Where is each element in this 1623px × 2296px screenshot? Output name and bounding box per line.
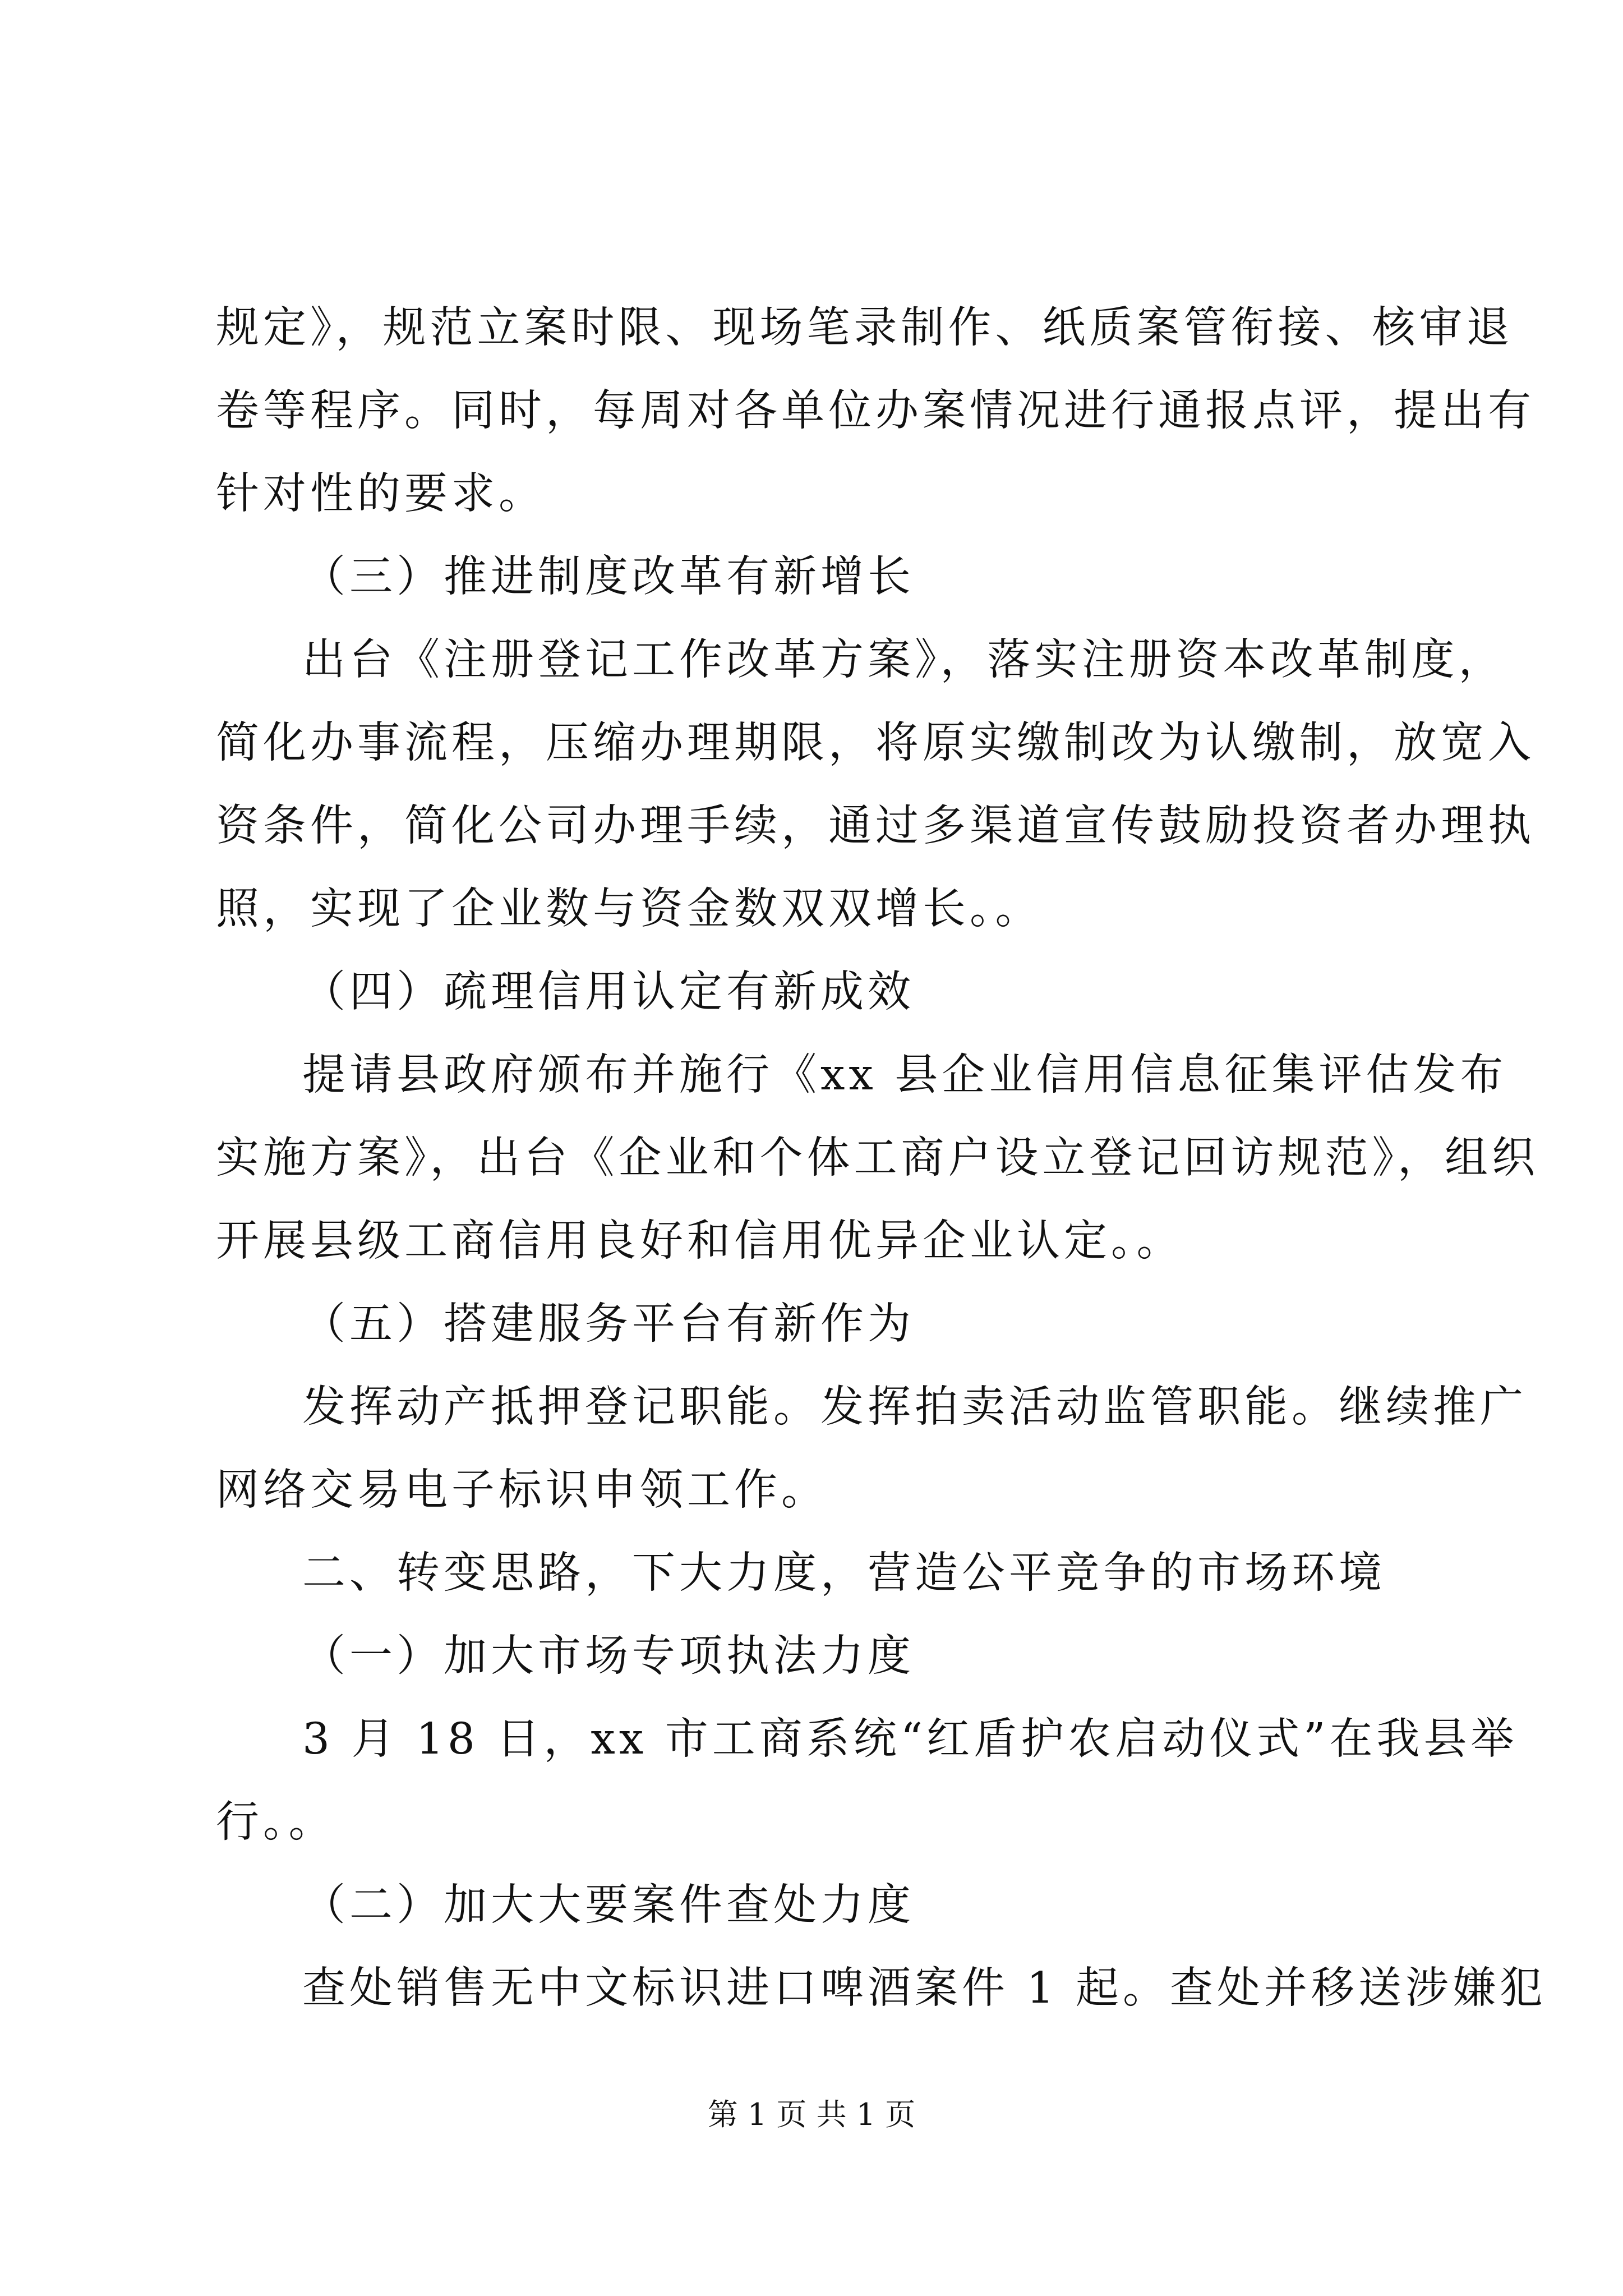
paragraph-line: 发挥动产抵押登记职能。发挥拍卖活动监管职能。继续推广 bbox=[302, 1382, 1527, 1432]
section-heading: （三）推进制度改革有新增长 bbox=[302, 552, 915, 602]
paragraph-line: 提请县政府颁布并施行《xx 县企业信用信息征集评估发布 bbox=[302, 1050, 1507, 1100]
section-heading: （五）搭建服务平台有新作为 bbox=[302, 1299, 915, 1349]
paragraph-line: 规定》，规范立案时限、现场笔录制作、纸质案管衔接、核审退 bbox=[216, 303, 1514, 353]
paragraph-line: 资条件，简化公司办理手续，通过多渠道宣传鼓励投资者办理执 bbox=[216, 801, 1535, 851]
paragraph-line: 出台《注册登记工作改革方案》，落实注册资本改革制度， bbox=[302, 635, 1506, 685]
section-heading: 二、转变思路，下大力度，营造公平竞争的市场环境 bbox=[302, 1548, 1386, 1598]
section-heading: （四）疏理信用认定有新成效 bbox=[302, 967, 915, 1017]
page-footer: 第 1 页 共 1 页 bbox=[707, 2097, 916, 2132]
paragraph-line: 实施方案》，出台《企业和个体工商户设立登记回访规范》，组织 bbox=[216, 1133, 1539, 1183]
paragraph-line: 简化办事流程，压缩办理期限，将原实缴制改为认缴制，放宽入 bbox=[216, 718, 1535, 768]
paragraph-line: 网络交易电子标识申领工作。 bbox=[216, 1465, 828, 1515]
paragraph-line: 行。。 bbox=[216, 1797, 336, 1847]
paragraph-line: 查处销售无中文标识进口啤酒案件 1 起。查处并移送涉嫌犯 bbox=[302, 1963, 1547, 2013]
paragraph-line: 卷等程序。同时，每周对各单位办案情况进行通报点评，提出有 bbox=[216, 386, 1535, 436]
section-heading: （二）加大大要案件查处力度 bbox=[302, 1880, 915, 1930]
paragraph-line: 照，实现了企业数与资金数双双增长。。 bbox=[216, 884, 1043, 934]
paragraph-line: 3 月 18 日，xx 市工商系统“红盾护农启动仪式”在我县举 bbox=[302, 1714, 1518, 1764]
section-heading: （一）加大市场专项执法力度 bbox=[302, 1631, 915, 1681]
paragraph-line: 针对性的要求。 bbox=[216, 469, 546, 519]
paragraph-line: 开展县级工商信用良好和信用优异企业认定。。 bbox=[216, 1216, 1184, 1266]
